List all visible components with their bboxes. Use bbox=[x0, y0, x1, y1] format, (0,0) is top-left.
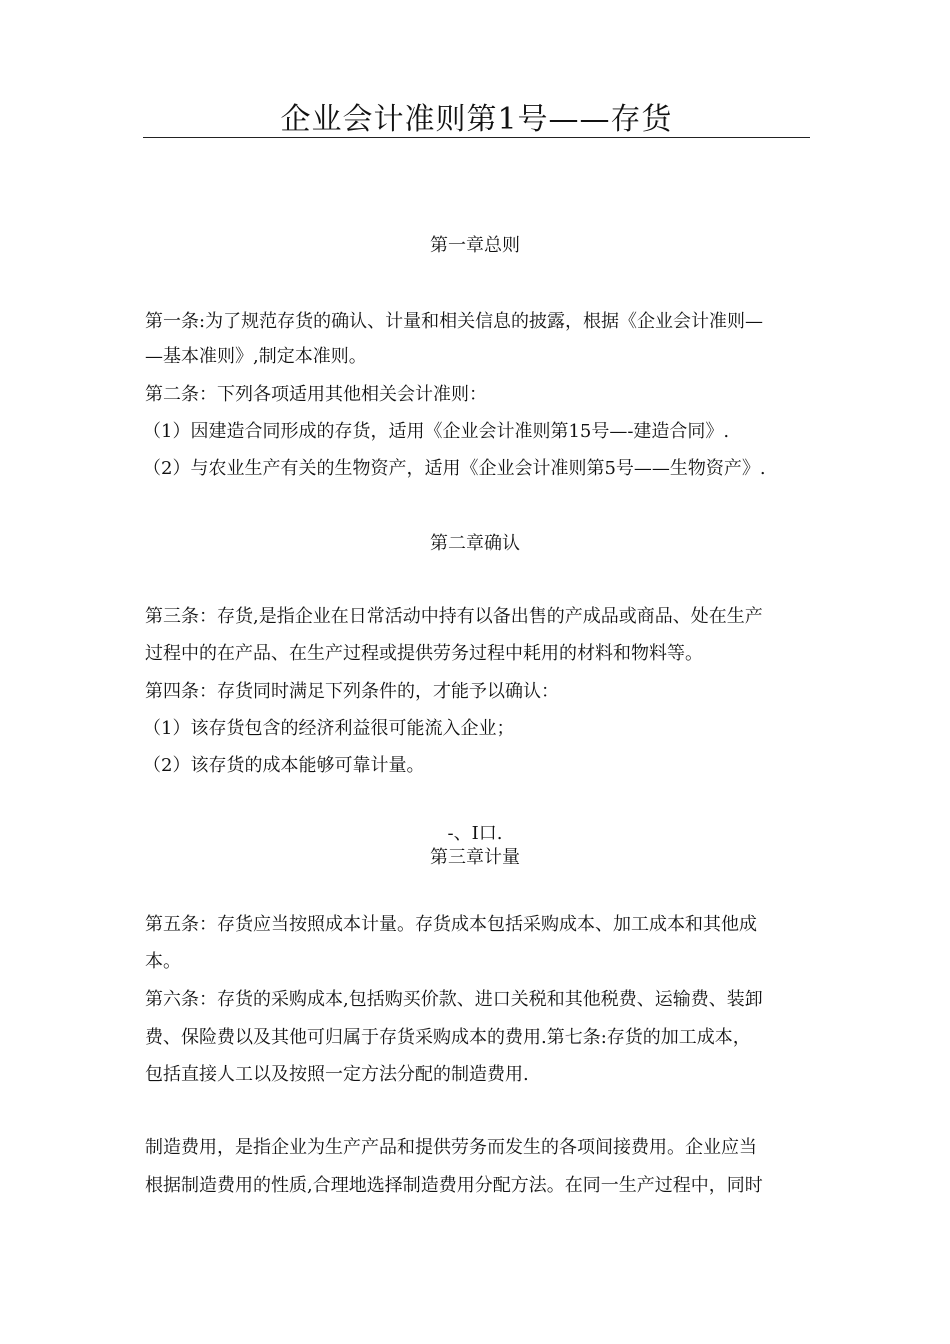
paragraph-line: 过程中的在产品、在生产过程或提供劳务过程中耗用的材料和物料等。 bbox=[145, 643, 703, 664]
chapter-3-heading: 第三章计量 bbox=[430, 847, 520, 868]
list-item: （2）该存货的成本能够可靠计量。 bbox=[143, 755, 425, 776]
paragraph-line: 第三条：存货,是指企业在日常活动中持有以备出售的产成品或商品、处在生产 bbox=[145, 606, 763, 627]
paragraph-line: 根据制造费用的性质,合理地选择制造费用分配方法。在同一生产过程中，同时 bbox=[145, 1175, 763, 1196]
paragraph-line: —基本准则》,制定本准则。 bbox=[145, 346, 367, 367]
paragraph-line: 第六条：存货的采购成本,包括购买价款、进口关税和其他税费、运输费、装卸 bbox=[145, 989, 763, 1010]
ocr-artifact-text: -、I口. bbox=[447, 823, 503, 844]
paragraph-line: 包括直接人工以及按照一定方法分配的制造费用. bbox=[145, 1064, 529, 1085]
paragraph-line: 费、保险费以及其他可归属于存货采购成本的费用.第七条:存货的加工成本， bbox=[145, 1027, 751, 1048]
title-underline bbox=[143, 137, 810, 138]
paragraph-line: 制造费用，是指企业为生产产品和提供劳务而发生的各项间接费用。企业应当 bbox=[145, 1137, 757, 1158]
list-item: （1）该存货包含的经济利益很可能流入企业； bbox=[143, 718, 515, 739]
chapter-2-heading: 第二章确认 bbox=[430, 533, 520, 554]
list-item: （1）因建造合同形成的存货，适用《企业会计准则第15号—-建造合同》. bbox=[143, 421, 730, 442]
list-item: （2）与农业生产有关的生物资产，适用《企业会计准则第5号——生物资产》. bbox=[143, 458, 766, 479]
paragraph-line: 第一条:为了规范存货的确认、计量和相关信息的披露，根据《企业会计准则— bbox=[145, 311, 764, 332]
paragraph-line: 第五条：存货应当按照成本计量。存货成本包括采购成本、加工成本和其他成 bbox=[145, 914, 757, 935]
paragraph-line: 第四条：存货同时满足下列条件的，才能予以确认： bbox=[145, 681, 559, 702]
chapter-1-heading: 第一章总则 bbox=[430, 235, 520, 256]
paragraph-line: 第二条：下列各项适用其他相关会计准则： bbox=[145, 384, 487, 405]
document-title: 企业会计准则第1号——存货 bbox=[280, 102, 673, 137]
paragraph-line: 本。 bbox=[145, 951, 181, 972]
